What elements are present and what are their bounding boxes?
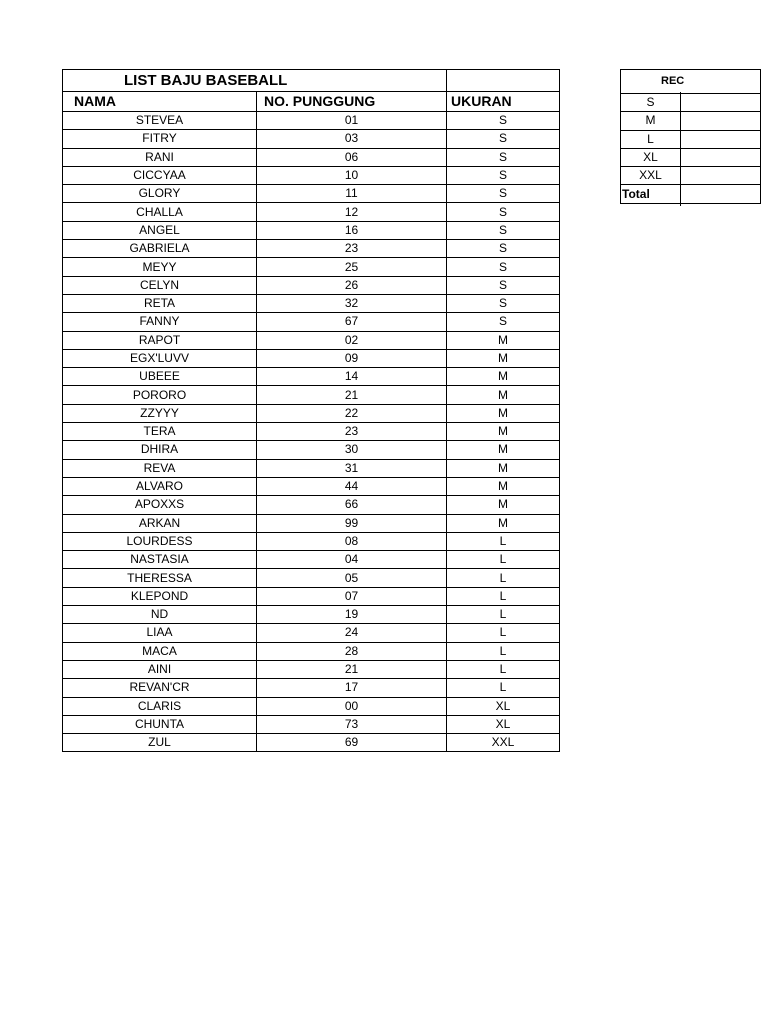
recap-count-cell[interactable] xyxy=(681,94,761,112)
recap-size-cell[interactable]: M xyxy=(621,112,681,130)
recap-row xyxy=(621,167,761,185)
cell-no-punggung[interactable]: 05 xyxy=(257,569,447,587)
cell-ukuran[interactable]: S xyxy=(447,166,560,184)
cell-ukuran[interactable]: L xyxy=(447,624,560,642)
recap-column-border xyxy=(680,92,681,206)
cell-nama[interactable]: CHALLA xyxy=(63,203,257,221)
cell-ukuran[interactable]: M xyxy=(447,386,560,404)
cell-no-punggung[interactable]: 44 xyxy=(257,477,447,495)
title-blank-cell[interactable] xyxy=(447,70,560,92)
cell-nama[interactable]: KLEPOND xyxy=(63,587,257,605)
cell-nama[interactable]: CLARIS xyxy=(63,697,257,715)
table-row xyxy=(63,313,560,331)
cell-nama[interactable]: LOURDESS xyxy=(63,532,257,550)
recap-size-cell[interactable]: L xyxy=(621,130,681,148)
cell-no-punggung[interactable]: 19 xyxy=(257,606,447,624)
cell-nama[interactable]: APOXXS xyxy=(63,496,257,514)
header-no-punggung[interactable]: NO. PUNGGUNG xyxy=(257,92,447,112)
cell-no-punggung[interactable]: 25 xyxy=(257,258,447,276)
cell-nama[interactable]: RANI xyxy=(63,148,257,166)
table-row xyxy=(63,349,560,367)
cell-no-punggung[interactable]: 21 xyxy=(257,386,447,404)
cell-ukuran[interactable]: L xyxy=(447,587,560,605)
cell-no-punggung[interactable]: 11 xyxy=(257,185,447,203)
table-row xyxy=(63,551,560,569)
cell-nama[interactable]: MEYY xyxy=(63,258,257,276)
cell-no-punggung[interactable]: 23 xyxy=(257,423,447,441)
cell-no-punggung[interactable]: 66 xyxy=(257,496,447,514)
cell-no-punggung[interactable]: 14 xyxy=(257,368,447,386)
cell-no-punggung[interactable]: 01 xyxy=(257,112,447,130)
recap-row xyxy=(621,148,761,166)
cell-nama[interactable]: ZUL xyxy=(63,734,257,752)
cell-nama[interactable]: RETA xyxy=(63,294,257,312)
cell-ukuran[interactable]: L xyxy=(447,660,560,678)
cell-ukuran[interactable]: M xyxy=(447,441,560,459)
recap-title-row xyxy=(621,70,761,94)
recap-size-cell[interactable]: S xyxy=(621,94,681,112)
table-row xyxy=(63,606,560,624)
cell-no-punggung[interactable]: 31 xyxy=(257,459,447,477)
table-row xyxy=(63,459,560,477)
cell-ukuran[interactable]: S xyxy=(447,276,560,294)
cell-ukuran[interactable]: M xyxy=(447,368,560,386)
cell-ukuran[interactable]: S xyxy=(447,294,560,312)
table-row xyxy=(63,532,560,550)
cell-no-punggung[interactable]: 26 xyxy=(257,276,447,294)
table-row xyxy=(63,496,560,514)
cell-no-punggung[interactable]: 06 xyxy=(257,148,447,166)
cell-nama[interactable]: PORORO xyxy=(63,386,257,404)
cell-ukuran[interactable]: S xyxy=(447,203,560,221)
cell-no-punggung[interactable]: 99 xyxy=(257,514,447,532)
table-row xyxy=(63,642,560,660)
cell-ukuran[interactable]: XL xyxy=(447,715,560,733)
table-row xyxy=(63,276,560,294)
cell-ukuran[interactable]: L xyxy=(447,532,560,550)
cell-ukuran[interactable]: M xyxy=(447,496,560,514)
cell-ukuran[interactable]: L xyxy=(447,551,560,569)
table-row xyxy=(63,185,560,203)
table-row xyxy=(63,477,560,495)
cell-nama[interactable]: GLORY xyxy=(63,185,257,203)
recap-row xyxy=(621,112,761,130)
baseball-shirt-list-table xyxy=(62,69,560,752)
cell-no-punggung[interactable]: 09 xyxy=(257,349,447,367)
cell-no-punggung[interactable]: 02 xyxy=(257,331,447,349)
table-row xyxy=(63,258,560,276)
cell-no-punggung[interactable]: 10 xyxy=(257,166,447,184)
table-row xyxy=(63,587,560,605)
cell-nama[interactable]: LIAA xyxy=(63,624,257,642)
cell-no-punggung[interactable]: 12 xyxy=(257,203,447,221)
cell-nama[interactable]: UBEEE xyxy=(63,368,257,386)
sheet-title[interactable]: LIST BAJU BASEBALL xyxy=(63,70,257,92)
cell-ukuran[interactable]: M xyxy=(447,423,560,441)
cell-nama[interactable]: ARKAN xyxy=(63,514,257,532)
cell-no-punggung[interactable]: 22 xyxy=(257,404,447,422)
table-row xyxy=(63,294,560,312)
cell-nama[interactable]: ANGEL xyxy=(63,221,257,239)
cell-ukuran[interactable]: M xyxy=(447,514,560,532)
cell-nama[interactable]: NASTASIA xyxy=(63,551,257,569)
cell-nama[interactable]: ZZYYY xyxy=(63,404,257,422)
cell-nama[interactable]: FANNY xyxy=(63,313,257,331)
recap-count-cell[interactable] xyxy=(681,130,761,148)
cell-no-punggung[interactable]: 21 xyxy=(257,660,447,678)
main-table-body xyxy=(63,70,560,752)
cell-nama[interactable]: TERA xyxy=(63,423,257,441)
cell-ukuran[interactable]: M xyxy=(447,349,560,367)
table-row xyxy=(63,331,560,349)
table-row xyxy=(63,441,560,459)
cell-nama[interactable]: GABRIELA xyxy=(63,240,257,258)
table-row xyxy=(63,112,560,130)
cell-ukuran[interactable]: L xyxy=(447,569,560,587)
cell-ukuran[interactable]: XXL xyxy=(447,734,560,752)
cell-no-punggung[interactable]: 32 xyxy=(257,294,447,312)
cell-nama[interactable]: STEVEA xyxy=(63,112,257,130)
recap-table-body xyxy=(621,70,761,204)
cell-nama[interactable]: CELYN xyxy=(63,276,257,294)
table-row xyxy=(63,423,560,441)
cell-ukuran[interactable]: S xyxy=(447,313,560,331)
table-row xyxy=(63,715,560,733)
recap-table xyxy=(620,69,761,204)
cell-nama[interactable]: ALVARO xyxy=(63,477,257,495)
cell-no-punggung[interactable]: 69 xyxy=(257,734,447,752)
table-row xyxy=(63,679,560,697)
cell-nama[interactable]: EGX'LUVV xyxy=(63,349,257,367)
recap-count-cell[interactable] xyxy=(681,148,761,166)
table-row xyxy=(63,697,560,715)
table-row xyxy=(63,734,560,752)
cell-nama[interactable]: AINI xyxy=(63,660,257,678)
cell-no-punggung[interactable]: 17 xyxy=(257,679,447,697)
title-row xyxy=(63,70,560,92)
recap-count-cell[interactable] xyxy=(681,167,761,185)
cell-nama[interactable]: FITRY xyxy=(63,130,257,148)
cell-no-punggung[interactable]: 00 xyxy=(257,697,447,715)
recap-total-value[interactable] xyxy=(681,185,761,203)
cell-no-punggung[interactable]: 03 xyxy=(257,130,447,148)
cell-no-punggung[interactable]: 24 xyxy=(257,624,447,642)
recap-size-cell[interactable]: XL xyxy=(621,148,681,166)
cell-nama[interactable]: MACA xyxy=(63,642,257,660)
recap-table-viewport xyxy=(620,69,685,209)
table-row xyxy=(63,166,560,184)
cell-nama[interactable]: REVA xyxy=(63,459,257,477)
cell-ukuran[interactable]: S xyxy=(447,240,560,258)
cell-ukuran[interactable]: L xyxy=(447,642,560,660)
cell-nama[interactable]: REVAN'CR xyxy=(63,679,257,697)
header-nama[interactable]: NAMA xyxy=(63,92,257,112)
cell-nama[interactable]: ND xyxy=(63,606,257,624)
cell-nama[interactable]: CHUNTA xyxy=(63,715,257,733)
cell-ukuran[interactable]: L xyxy=(447,606,560,624)
cell-no-punggung[interactable]: 28 xyxy=(257,642,447,660)
cell-nama[interactable]: CICCYAA xyxy=(63,166,257,184)
table-row xyxy=(63,130,560,148)
cell-no-punggung[interactable]: 67 xyxy=(257,313,447,331)
table-row xyxy=(63,221,560,239)
cell-ukuran[interactable]: S xyxy=(447,185,560,203)
table-row xyxy=(63,386,560,404)
recap-total-label[interactable]: Total xyxy=(621,185,681,203)
table-row xyxy=(63,660,560,678)
table-row xyxy=(63,240,560,258)
cell-nama[interactable]: THERESSA xyxy=(63,569,257,587)
cell-nama[interactable]: DHIRA xyxy=(63,441,257,459)
cell-ukuran[interactable]: M xyxy=(447,477,560,495)
recap-total-row xyxy=(621,185,761,203)
recap-row xyxy=(621,130,761,148)
cell-ukuran[interactable]: S xyxy=(447,130,560,148)
cell-nama[interactable]: RAPOT xyxy=(63,331,257,349)
cell-no-punggung[interactable]: 08 xyxy=(257,532,447,550)
cell-no-punggung[interactable]: 04 xyxy=(257,551,447,569)
recap-count-cell[interactable] xyxy=(681,112,761,130)
table-row xyxy=(63,148,560,166)
cell-ukuran[interactable]: S xyxy=(447,258,560,276)
cell-no-punggung[interactable]: 73 xyxy=(257,715,447,733)
table-row xyxy=(63,569,560,587)
cell-ukuran[interactable]: M xyxy=(447,331,560,349)
cell-ukuran[interactable]: S xyxy=(447,112,560,130)
recap-title[interactable]: REC xyxy=(621,70,761,94)
header-ukuran[interactable]: UKURAN xyxy=(447,92,560,112)
cell-ukuran[interactable]: XL xyxy=(447,697,560,715)
table-row xyxy=(63,514,560,532)
cell-ukuran[interactable]: S xyxy=(447,221,560,239)
cell-no-punggung[interactable]: 30 xyxy=(257,441,447,459)
cell-no-punggung[interactable]: 07 xyxy=(257,587,447,605)
header-row xyxy=(63,92,560,112)
cell-ukuran[interactable]: L xyxy=(447,679,560,697)
cell-no-punggung[interactable]: 16 xyxy=(257,221,447,239)
table-row xyxy=(63,368,560,386)
table-row xyxy=(63,203,560,221)
recap-row xyxy=(621,94,761,112)
table-row xyxy=(63,624,560,642)
cell-ukuran[interactable]: M xyxy=(447,404,560,422)
cell-ukuran[interactable]: M xyxy=(447,459,560,477)
table-row xyxy=(63,404,560,422)
recap-size-cell[interactable]: XXL xyxy=(621,167,681,185)
cell-ukuran[interactable]: S xyxy=(447,148,560,166)
cell-no-punggung[interactable]: 23 xyxy=(257,240,447,258)
